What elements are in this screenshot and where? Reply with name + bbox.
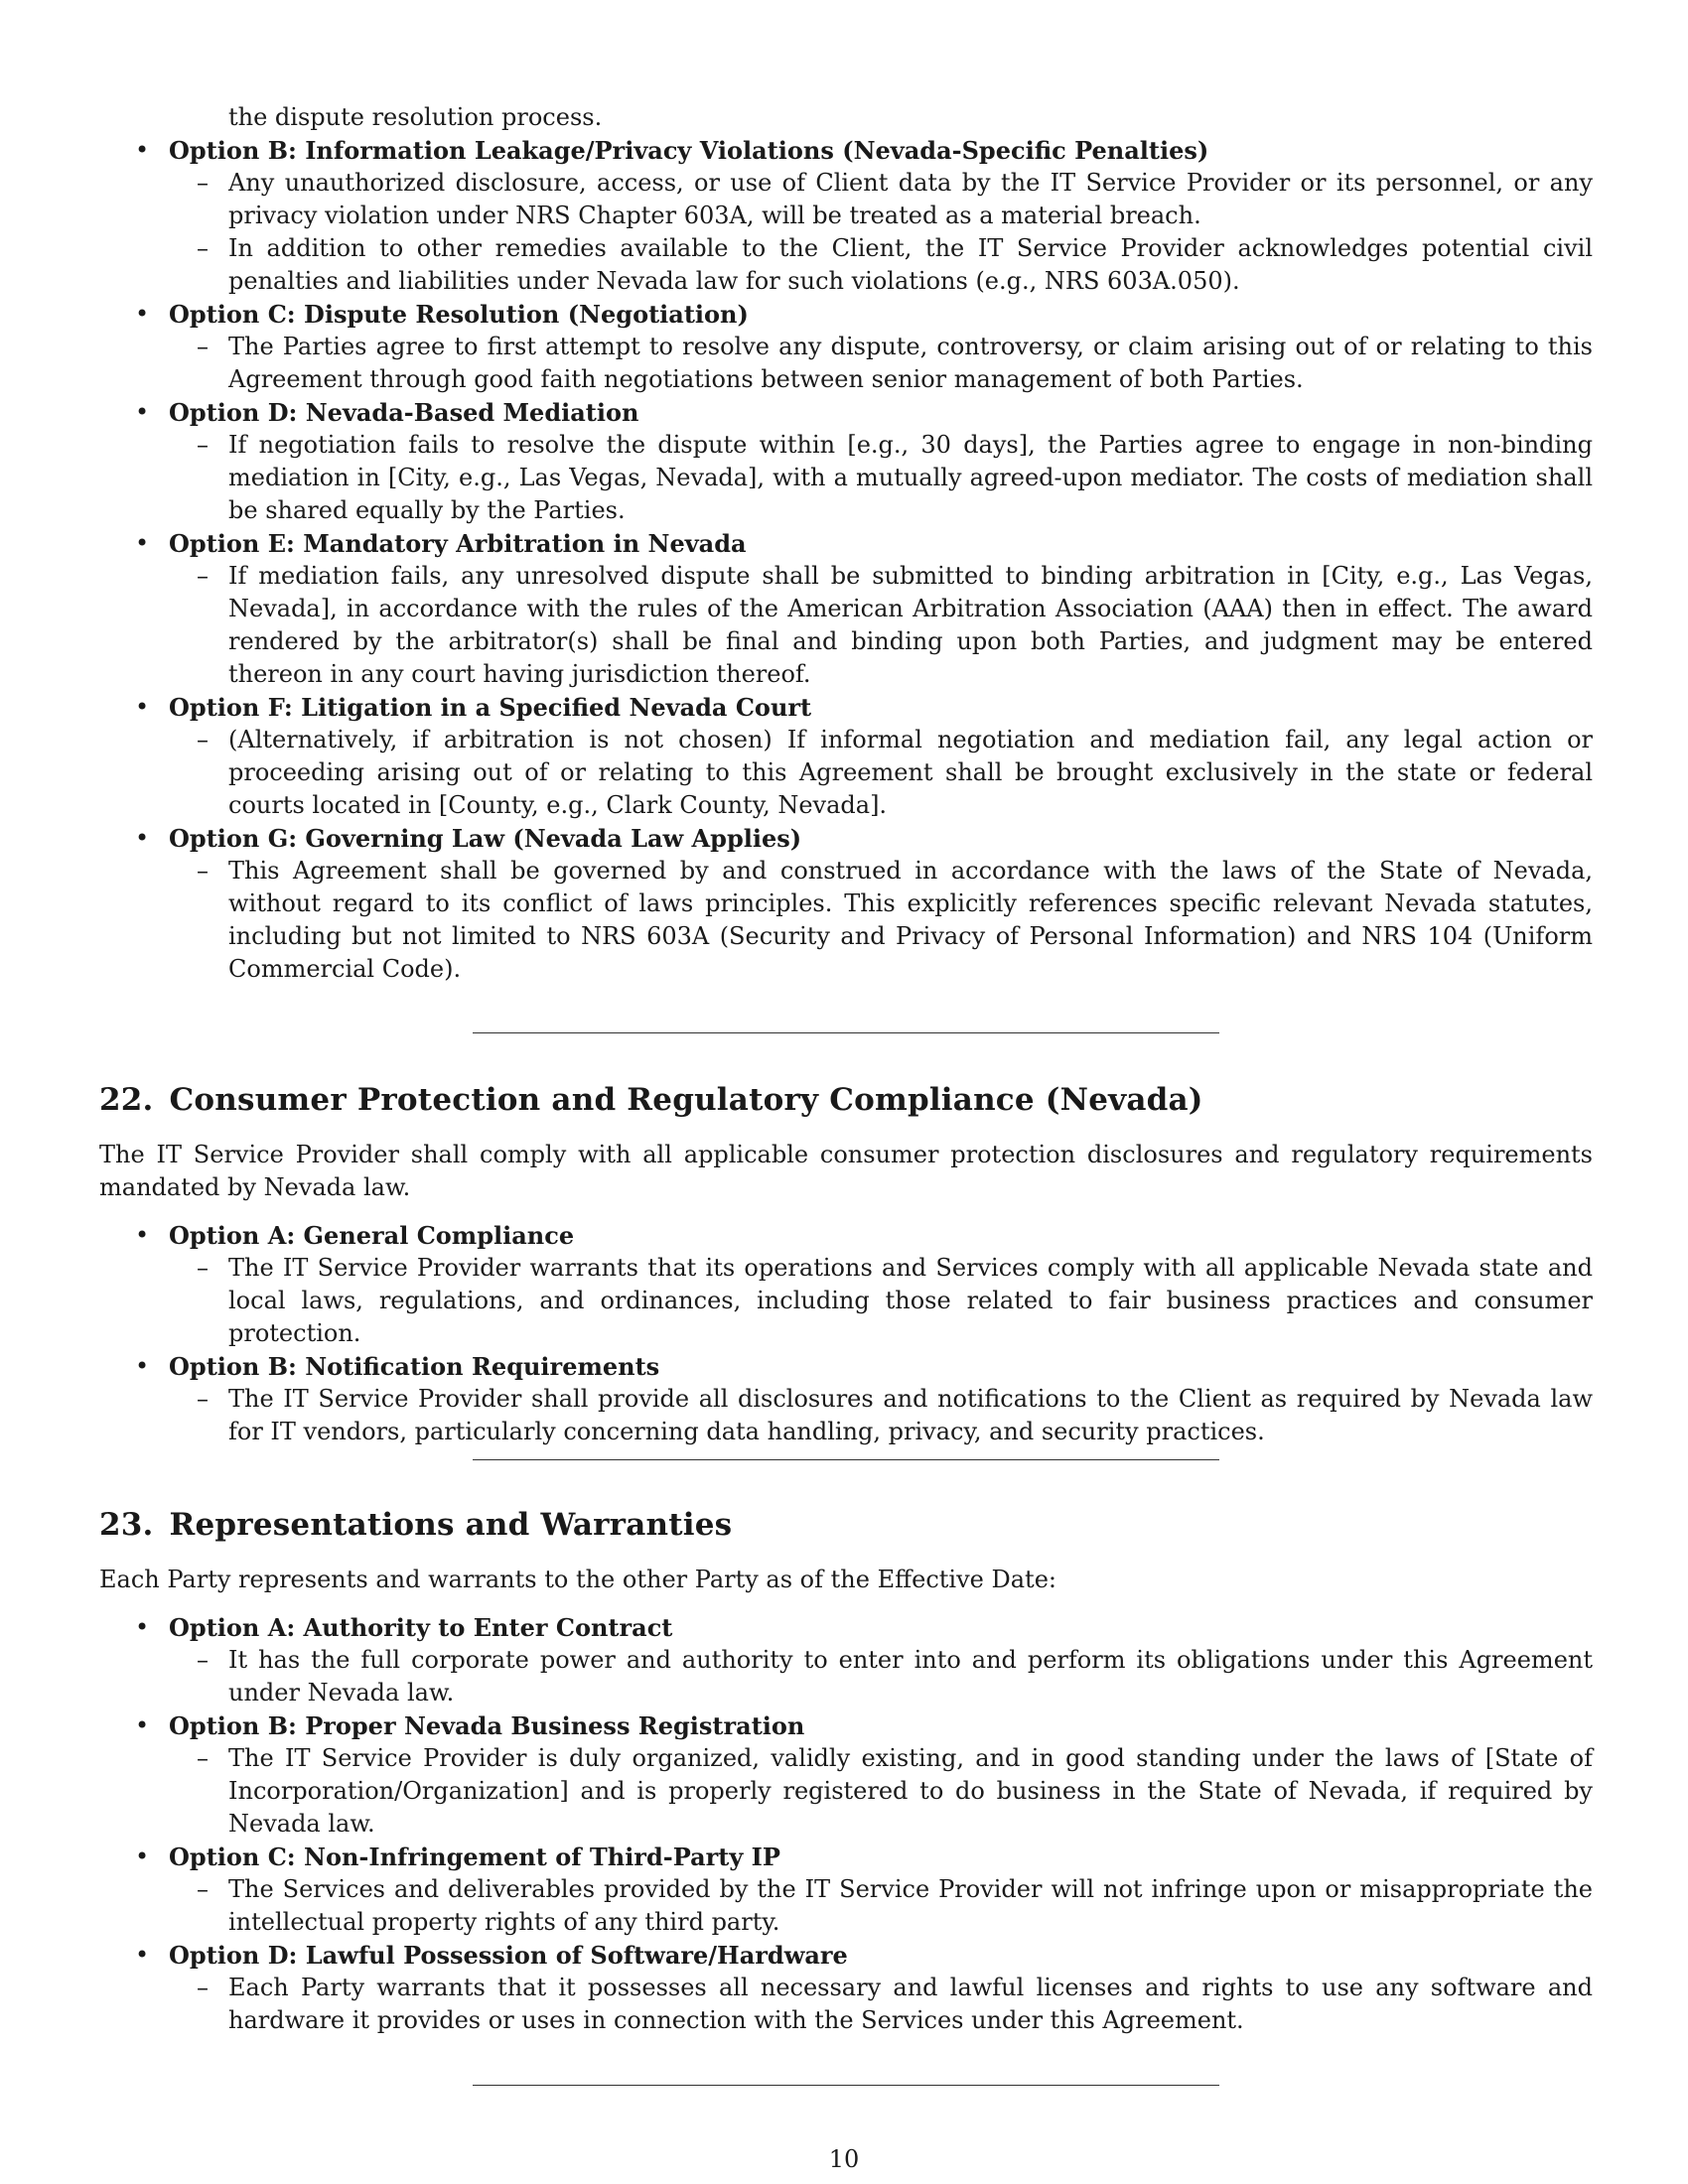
continued-text-line: the dispute resolution process. <box>228 103 603 131</box>
sub-item: – It has the full corporate power and authority to enter into and perform its obligations under this Agreement under Nevada law. <box>169 1644 1593 1709</box>
section-intro: The IT Service Provider shall comply with all applicable consumer protection disclosures and regulatory requirements mandated by Nevada law. <box>99 1141 1593 1201</box>
sub-list <box>169 429 1593 527</box>
section-heading <box>99 1505 1593 1545</box>
sub-item: – The IT Service Provider shall provide all disclosures and notifications to the Client as required by Nevada law for IT vendors, particularly concerning data handling, privacy, and security practices. <box>169 1383 1593 1448</box>
sub-list <box>169 1742 1593 1841</box>
sub-list <box>169 1873 1593 1939</box>
section-title: Consumer Protection and Regulatory Compliance (Nevada) <box>169 1082 1203 1118</box>
sub-list <box>169 1972 1593 2037</box>
option-title: • Option D: Nevada-Based Mediation <box>169 398 639 427</box>
option-title: • Option F: Litigation in a Specified Nevada Court <box>169 693 812 722</box>
section-divider <box>473 2085 1219 2086</box>
section-divider <box>473 1459 1219 1460</box>
sub-item: – The IT Service Provider is duly organized, validly existing, and in good standing under the laws of [State of Incorporation/Organization] and is properly registered to do business in the State of Nevada, if required by Nevada law. <box>169 1742 1593 1841</box>
option-title: • Option C: Non-Infringement of Third-Party IP <box>169 1843 780 1871</box>
option-item <box>99 1939 1593 2037</box>
sub-list <box>169 560 1593 691</box>
section-heading <box>99 1080 1593 1120</box>
section-title: Representations and Warranties <box>169 1507 733 1543</box>
option-list <box>99 1611 1593 2037</box>
sub-item: – The IT Service Provider warrants that its operations and Services comply with all applicable Nevada state and local laws, regulations, and ordinances, including those related to fair business practices and consumer protection. <box>169 1252 1593 1350</box>
option-list <box>99 1219 1593 1448</box>
option-title: • Option B: Proper Nevada Business Registration <box>169 1711 805 1740</box>
page-number: 10 <box>828 2145 860 2173</box>
continued-text <box>99 101 1688 134</box>
section-21-options <box>99 134 1593 986</box>
option-item <box>99 1709 1593 1841</box>
section-number: 23. <box>99 1507 154 1543</box>
sub-item: – The Services and deliverables provided by the IT Service Provider will not infringe upon or misappropriate the intellectual property rights of any third party. <box>169 1873 1593 1939</box>
option-title: • Option B: Notification Requirements <box>169 1352 660 1381</box>
option-item <box>99 134 1593 298</box>
sub-list <box>169 331 1593 396</box>
option-item <box>99 822 1593 986</box>
section-22 <box>99 1080 1593 1448</box>
option-item <box>99 691 1593 822</box>
option-title: • Option A: Authority to Enter Contract <box>169 1613 673 1642</box>
sub-list <box>169 1383 1593 1448</box>
section-23 <box>99 1505 1593 2037</box>
sub-list <box>169 1644 1593 1709</box>
option-item <box>99 1611 1593 1709</box>
option-title: • Option G: Governing Law (Nevada Law Applies) <box>169 824 802 853</box>
sub-list <box>169 1252 1593 1350</box>
sub-item: – This Agreement shall be governed by and construed in accordance with the laws of the State of Nevada, without regard to its conflict of laws principles. This explicitly references specific relevant Nevada statutes, including but not limited to NRS 603A (Security and Privacy of Personal Information) and NRS 104 (Uniform Commercial Code). <box>169 855 1593 986</box>
sub-item: – If negotiation fails to resolve the dispute within [e.g., 30 days], the Parties agree to engage in non-binding mediation in [City, e.g., Las Vegas, Nevada], with a mutually agreed-upon mediator. The costs of mediation shall be shared equally by the Parties. <box>169 429 1593 527</box>
option-item <box>99 396 1593 527</box>
option-title: • Option D: Lawful Possession of Software/Hardware <box>169 1941 848 1970</box>
option-title: • Option A: General Compliance <box>169 1221 575 1250</box>
option-item <box>99 1350 1593 1448</box>
option-title: • Option E: Mandatory Arbitration in Nevada <box>169 529 747 558</box>
section-intro: Each Party represents and warrants to the other Party as of the Effective Date: <box>99 1566 1056 1593</box>
sub-item: – If mediation fails, any unresolved dispute shall be submitted to binding arbitration in [City, e.g., Las Vegas, Nevada], in accordance with the rules of the American Arbitration Association (AAA) then in effect. The award rendered by the arbitrator(s) shall be final and binding upon both Parties, and judgment may be entered thereon in any court having jurisdiction thereof. <box>169 560 1593 691</box>
sub-list <box>169 724 1593 822</box>
option-title: • Option B: Information Leakage/Privacy Violations (Nevada-Specific Penalties) <box>169 136 1209 165</box>
option-item <box>99 1219 1593 1350</box>
option-item <box>99 1841 1593 1939</box>
sub-item: – In addition to other remedies available to the Client, the IT Service Provider acknowledges potential civil penalties and liabilities under Nevada law for such violations (e.g., NRS 603A.050). <box>169 232 1593 298</box>
sub-list <box>169 167 1593 298</box>
sub-item: – The Parties agree to first attempt to resolve any dispute, controversy, or claim arising out of or relating to this Agreement through good faith negotiations between senior management of both Parties. <box>169 331 1593 396</box>
sub-item: – (Alternatively, if arbitration is not chosen) If informal negotiation and mediation fail, any legal action or proceeding arising out of or relating to this Agreement shall be brought exclusively in the state or federal courts located in [County, e.g., Clark County, Nevada]. <box>169 724 1593 822</box>
sub-item: – Any unauthorized disclosure, access, or use of Client data by the IT Service Provider or its personnel, or any privacy violation under NRS Chapter 603A, will be treated as a material breach. <box>169 167 1593 232</box>
sub-item: – Each Party warrants that it possesses all necessary and lawful licenses and rights to use any software and hardware it provides or uses in connection with the Services under this Agreement. <box>169 1972 1593 2037</box>
option-item <box>99 298 1593 396</box>
section-divider <box>473 1032 1219 1033</box>
sub-list <box>169 855 1593 986</box>
option-list <box>99 134 1593 986</box>
section-number: 22. <box>99 1082 154 1118</box>
option-title: • Option C: Dispute Resolution (Negotiation) <box>169 300 749 329</box>
option-item <box>99 527 1593 691</box>
